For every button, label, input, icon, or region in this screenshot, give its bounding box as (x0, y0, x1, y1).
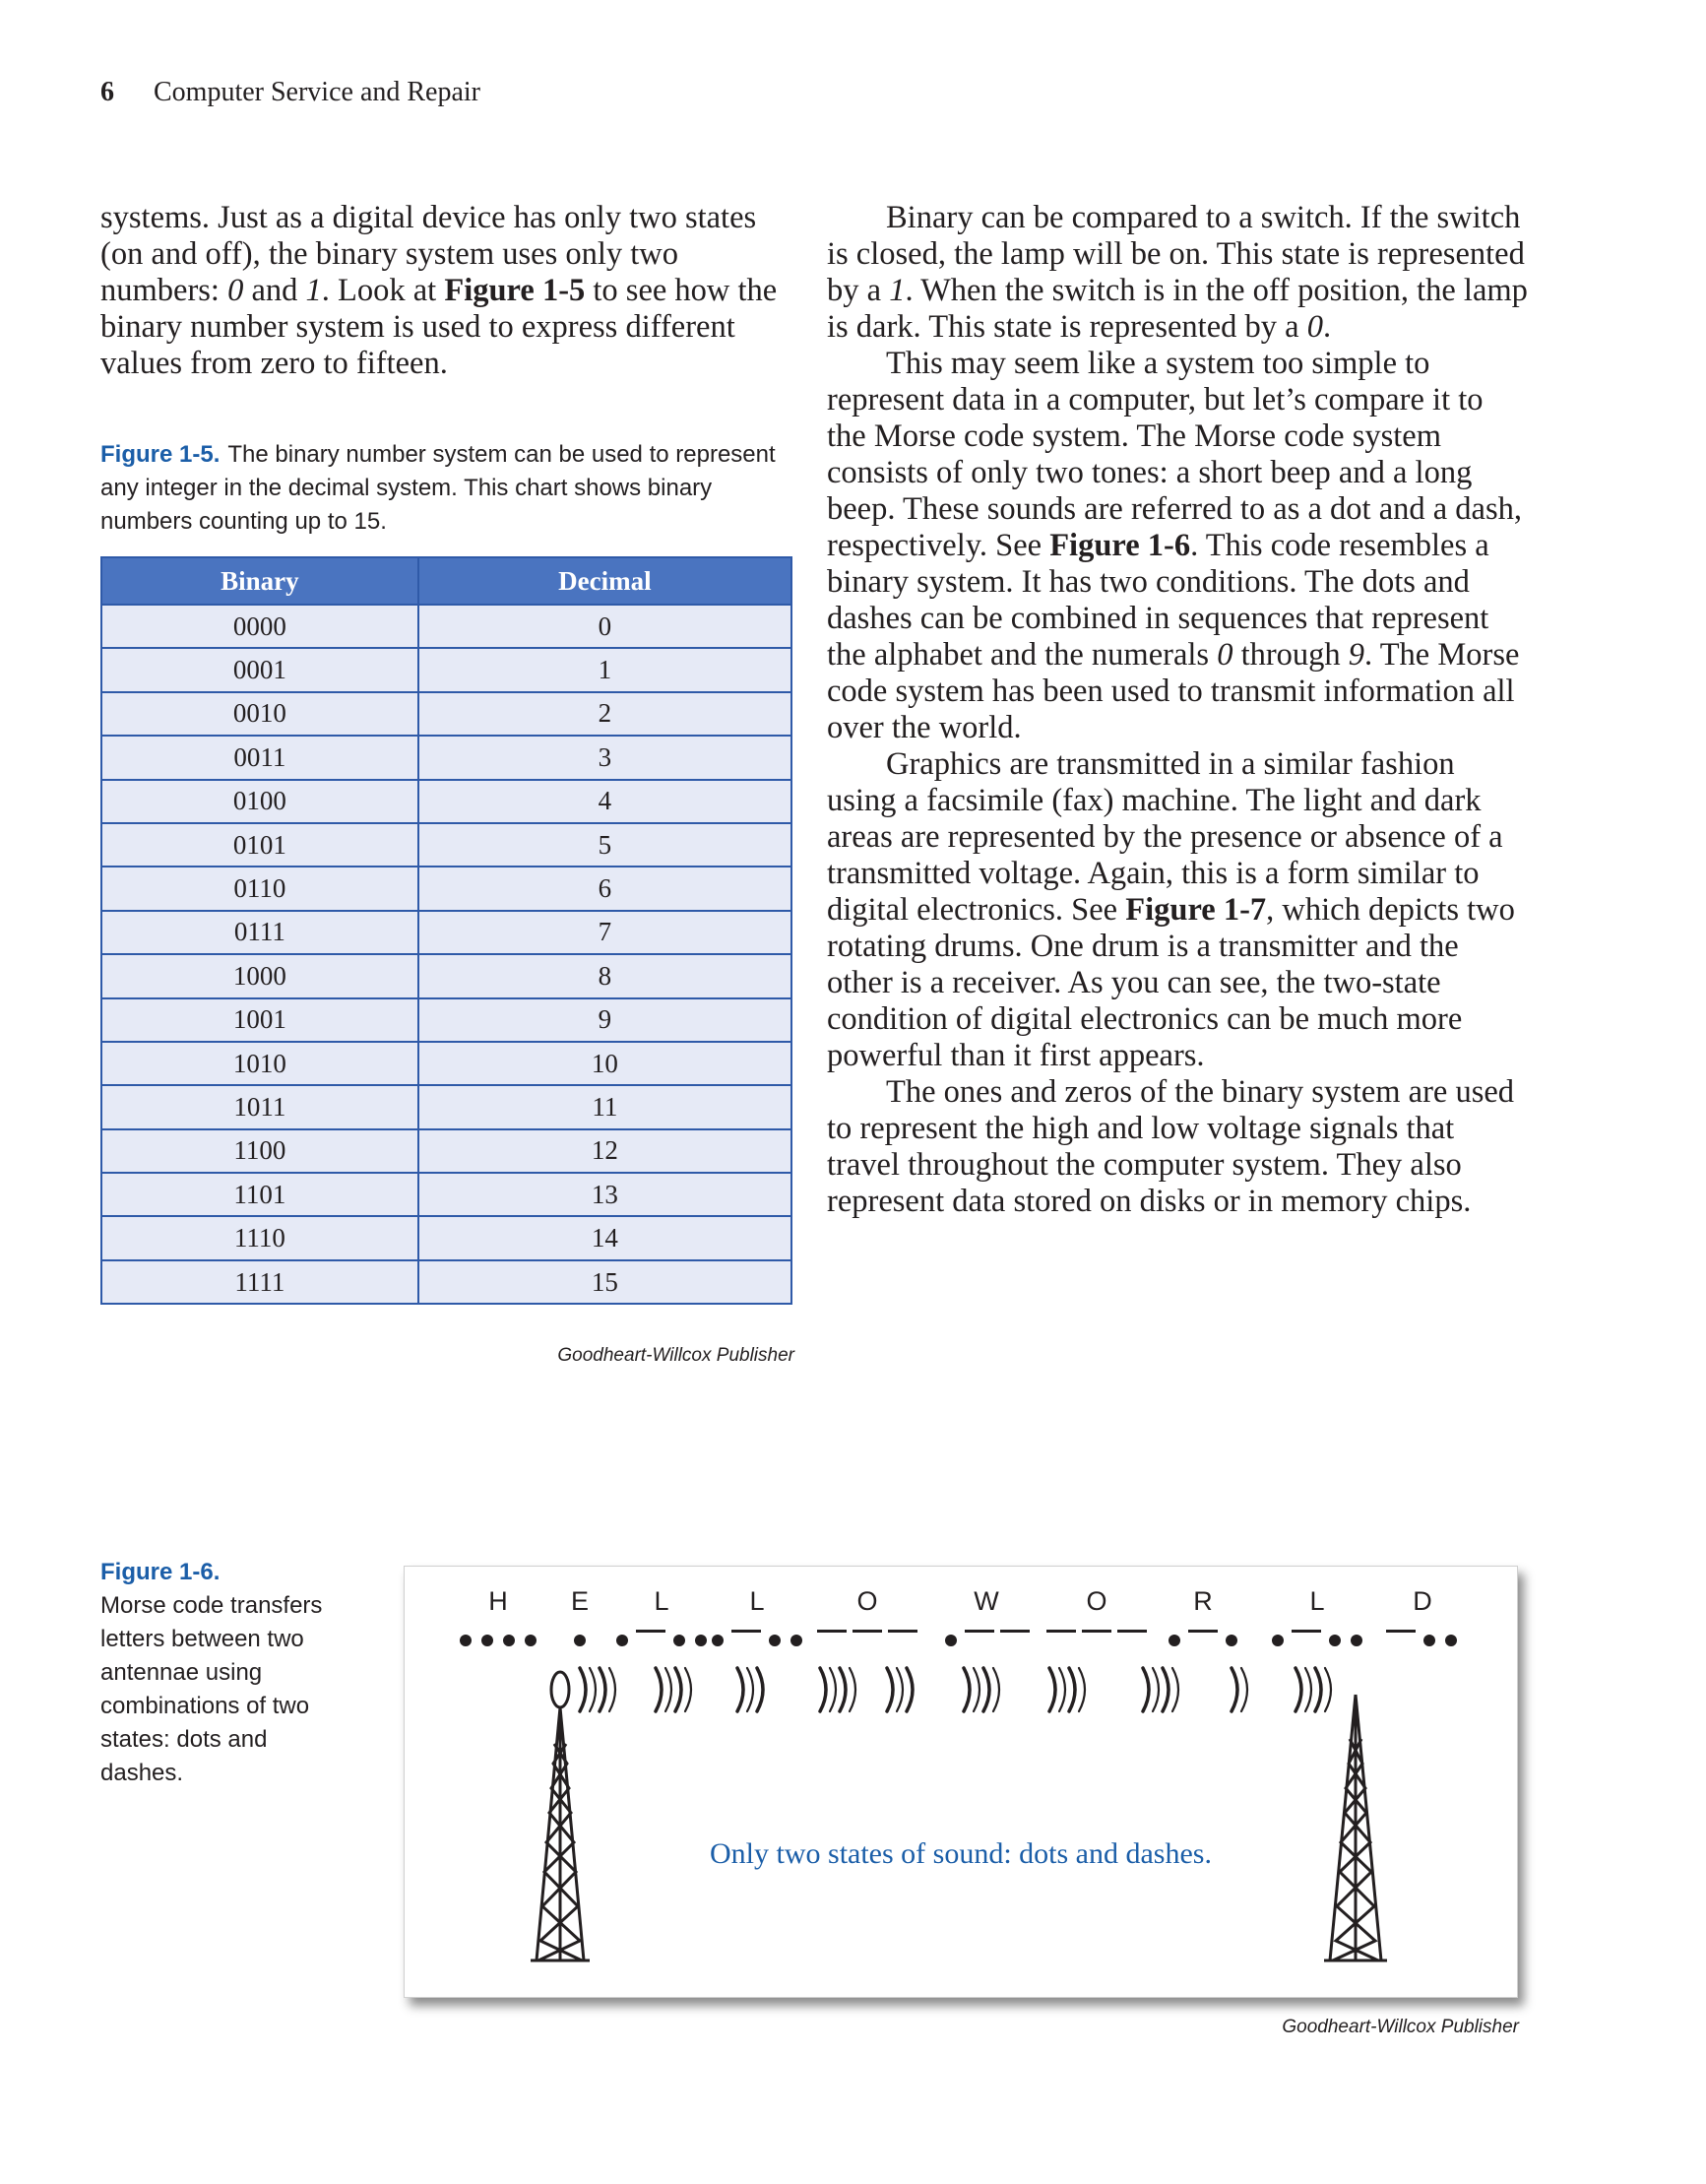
binary-cell: 0001 (101, 648, 418, 691)
morse-letter: O (856, 1586, 878, 1616)
table-row (101, 692, 791, 736)
table-row (101, 1085, 791, 1128)
morse-dash (1292, 1630, 1321, 1633)
morse-dot (574, 1635, 586, 1646)
morse-letter: L (1309, 1586, 1325, 1616)
morse-symbol-group (1169, 1630, 1237, 1646)
figure-label: Figure 1-6. (100, 1559, 221, 1585)
right-column (827, 200, 1528, 1220)
sound-wave-arc (1295, 1668, 1301, 1711)
sound-wave-arc (1059, 1668, 1065, 1711)
decimal-cell: 4 (418, 780, 791, 823)
morse-symbol-group (712, 1630, 802, 1646)
binary-cell: 1011 (101, 1085, 418, 1128)
sound-wave-arc (993, 1668, 999, 1711)
table-row (101, 823, 791, 867)
column-header-binary: Binary (101, 557, 418, 605)
sound-wave-arc (685, 1668, 691, 1711)
morse-letter: O (1086, 1586, 1107, 1616)
morse-letter: R (1193, 1586, 1213, 1616)
sound-wave-arc (747, 1668, 753, 1711)
morse-dash (1117, 1630, 1147, 1633)
morse-code-illustration (404, 1566, 1518, 1998)
text-run: , which depicts two rotating drums. One drum is a transmitter and the other is a receiver. As you can see, the two-state condition of digital electronics can be much more powerful than it first appears. (827, 892, 1515, 1073)
decimal-cell: 6 (418, 867, 791, 910)
table-row (101, 1129, 791, 1173)
decimal-cell: 2 (418, 692, 791, 736)
binary-cell: 0111 (101, 911, 418, 954)
figure-reference: Figure 1-5 (444, 273, 586, 308)
morse-dot (503, 1635, 515, 1646)
decimal-cell: 13 (418, 1173, 791, 1216)
morse-symbol-group (817, 1630, 917, 1633)
figure-1-5-credit: Goodheart-Willcox Publisher (557, 1345, 794, 1366)
morse-symbol-group (945, 1630, 1030, 1646)
sound-wave-arc (887, 1668, 893, 1711)
morse-dash (888, 1630, 917, 1633)
italic-run: 9 (1348, 637, 1365, 673)
sound-wave-arc (1172, 1668, 1178, 1711)
binary-cell: 1100 (101, 1129, 418, 1173)
table-row (101, 954, 791, 997)
decimal-cell: 8 (418, 954, 791, 997)
morse-dot (460, 1635, 472, 1646)
table-row (101, 911, 791, 954)
table-row (101, 605, 791, 648)
text-run: This may seem like a system too simple to represent data in a computer, but let’s compare it to the Morse code system. The Morse code system consists of only two tones: a short beep and a long beep. These sounds are referred to as a dot and a dash, respectively. See (827, 346, 1523, 563)
morse-symbol-group (616, 1630, 707, 1646)
morse-letter: W (974, 1586, 999, 1616)
caption-text: Morse code transfers letters between two antennae using combinations of two states: dots and dashes. (100, 1592, 323, 1786)
sound-wave-arc (1143, 1668, 1149, 1711)
italic-run: 0 (227, 273, 244, 308)
morse-dot (945, 1635, 957, 1646)
morse-dot (712, 1635, 724, 1646)
morse-dash (1082, 1630, 1111, 1633)
sound-wave-arc (907, 1668, 913, 1711)
morse-dash (1000, 1630, 1030, 1633)
page-number: 6 (100, 77, 114, 107)
morse-dot (616, 1635, 628, 1646)
table-row (101, 1260, 791, 1304)
morse-dot (769, 1635, 781, 1646)
morse-dash (1188, 1630, 1218, 1633)
decimal-cell: 11 (418, 1085, 791, 1128)
morse-letter: D (1413, 1586, 1432, 1616)
text-run: through (1232, 637, 1349, 673)
sound-wave-arc (830, 1668, 836, 1711)
morse-symbol-group (460, 1635, 537, 1646)
sound-wave-arc (1241, 1668, 1247, 1711)
sound-wave-arc (840, 1668, 846, 1711)
paragraph (827, 200, 1528, 346)
sound-wave-arc (609, 1668, 615, 1711)
binary-cell: 1010 (101, 1042, 418, 1085)
morse-dot (695, 1635, 707, 1646)
table-row (101, 867, 791, 910)
sound-wave-arc (820, 1668, 826, 1711)
text-run: to see how the binary number system is used to express different values from zero to fifteen. (100, 273, 778, 381)
paragraph (827, 346, 1528, 746)
sound-wave-arc (737, 1668, 743, 1711)
figure-label: Figure 1-5. (100, 441, 221, 468)
decimal-cell: 14 (418, 1216, 791, 1259)
morse-dot (1351, 1635, 1362, 1646)
sound-waves (580, 1668, 1331, 1711)
sound-wave-arc (656, 1668, 662, 1711)
binary-cell: 0000 (101, 605, 418, 648)
sound-wave-arc (1153, 1668, 1159, 1711)
decimal-cell: 5 (418, 823, 791, 867)
table-row (101, 1216, 791, 1259)
binary-cell: 1110 (101, 1216, 418, 1259)
figure-reference: Figure 1-6 (1049, 528, 1191, 563)
text-run: . (1322, 309, 1332, 345)
binary-cell: 0110 (101, 867, 418, 910)
morse-symbol-group (1386, 1630, 1457, 1646)
text-run: systems. Just as a digital device has only two states (on and off), the binary system uses only two numbers: (100, 200, 757, 308)
sound-wave-arc (665, 1668, 671, 1711)
table-row (101, 780, 791, 823)
morse-dot (525, 1635, 537, 1646)
sound-wave-arc (974, 1668, 979, 1711)
table-header-row (101, 557, 791, 605)
text-run: and (243, 273, 306, 308)
text-run: . This code resembles a binary system. It has two conditions. The dots and dashes can be combined in sequences that represent the alphabet and the numerals (827, 528, 1489, 673)
morse-dot (481, 1635, 493, 1646)
morse-letter: L (654, 1586, 669, 1616)
morse-dash (731, 1630, 761, 1633)
sound-wave-arc (897, 1668, 903, 1711)
text-run: . Look at (321, 273, 445, 308)
morse-letter: E (570, 1586, 590, 1616)
decimal-cell: 7 (418, 911, 791, 954)
sound-wave-arc (1079, 1668, 1085, 1711)
right-antenna-tower (1324, 1695, 1387, 1960)
decimal-cell: 12 (418, 1129, 791, 1173)
binary-cell: 1001 (101, 998, 418, 1042)
italic-run: 0 (1306, 309, 1323, 345)
binary-cell: 0010 (101, 692, 418, 736)
morse-dot (1226, 1635, 1237, 1646)
left-antenna-tower (531, 1672, 590, 1960)
binary-cell: 1111 (101, 1260, 418, 1304)
morse-dash (1386, 1630, 1416, 1633)
sound-wave-arc (1232, 1668, 1237, 1711)
text-run: . The Morse code system has been used to transmit information all over the world. (827, 637, 1520, 745)
text-run: Binary can be compared to a switch. If the switch is closed, the lamp will be on. This state is represented by a (827, 200, 1525, 308)
morse-dot (1445, 1635, 1457, 1646)
table-body (101, 605, 791, 1304)
morse-symbol-group (574, 1635, 586, 1646)
text-run: Graphics are transmitted in a similar fashion using a facsimile (fax) machine. The light and dark areas are represented by the presence or absence of a transmitted voltage. Again, this is a form similar to digital electronics. See (827, 746, 1503, 928)
morse-dot (1169, 1635, 1180, 1646)
figure-reference: Figure 1-7 (1125, 892, 1267, 928)
morse-dash (853, 1630, 882, 1633)
figure-1-5-caption (100, 438, 790, 539)
table-row (101, 1042, 791, 1085)
morse-dot (1329, 1635, 1341, 1646)
sound-wave-arc (1315, 1668, 1321, 1711)
sound-wave-arc (757, 1668, 763, 1711)
decimal-cell: 10 (418, 1042, 791, 1085)
binary-decimal-table (100, 556, 792, 1305)
morse-symbol-group (1046, 1630, 1147, 1633)
sound-wave-arc (600, 1668, 605, 1711)
binary-cell: 1101 (101, 1173, 418, 1216)
book-title: Computer Service and Repair (154, 77, 481, 107)
sound-wave-arc (1049, 1668, 1055, 1711)
paragraph (100, 200, 790, 382)
table-row (101, 736, 791, 779)
sound-wave-arc (964, 1668, 970, 1711)
decimal-cell: 3 (418, 736, 791, 779)
morse-dot (1423, 1635, 1435, 1646)
sound-wave-arc (1325, 1668, 1331, 1711)
sound-wave-arc (590, 1668, 596, 1711)
sound-wave-arc (983, 1668, 989, 1711)
paragraph (827, 746, 1528, 1074)
sound-wave-arc (580, 1668, 586, 1711)
sound-wave-arc (850, 1668, 855, 1711)
text-run: . When the switch is in the off position, the lamp is dark. This state is represented by a (827, 273, 1528, 345)
binary-cell: 0101 (101, 823, 418, 867)
sound-wave-arc (1069, 1668, 1075, 1711)
morse-dot (790, 1635, 802, 1646)
table-row (101, 998, 791, 1042)
decimal-cell: 1 (418, 648, 791, 691)
italic-run: 0 (1217, 637, 1233, 673)
decimal-cell: 0 (418, 605, 791, 648)
decimal-cell: 15 (418, 1260, 791, 1304)
table-row (101, 1173, 791, 1216)
morse-letter: H (488, 1586, 508, 1616)
figure-1-6-caption (100, 1556, 356, 1790)
sound-wave-arc (675, 1668, 681, 1711)
morse-dash (965, 1630, 994, 1633)
binary-cell: 1000 (101, 954, 418, 997)
paragraph: The ones and zeros of the binary system are used to represent the high and low voltage signals that travel throughout the computer system. They also represent data stored on disks or in memory chips. (827, 1074, 1515, 1219)
running-head (100, 77, 480, 108)
morse-symbols (460, 1630, 1457, 1646)
morse-symbol-group (1272, 1630, 1362, 1646)
morse-dash (817, 1630, 847, 1633)
morse-diagram-svg (405, 1567, 1517, 1997)
sound-wave-arc (1305, 1668, 1311, 1711)
morse-dot (1272, 1635, 1284, 1646)
morse-inner-caption: Only two states of sound: dots and dashes. (710, 1837, 1212, 1870)
morse-dash (1046, 1630, 1076, 1633)
table-row (101, 648, 791, 691)
figure-1-6-credit: Goodheart-Willcox Publisher (1282, 2017, 1519, 2037)
column-header-decimal: Decimal (418, 557, 791, 605)
morse-dot (673, 1635, 685, 1646)
binary-cell: 0011 (101, 736, 418, 779)
decimal-cell: 9 (418, 998, 791, 1042)
binary-cell: 0100 (101, 780, 418, 823)
left-column (100, 200, 790, 382)
italic-run: 1 (305, 273, 322, 308)
italic-run: 1 (889, 273, 906, 308)
sound-wave-arc (1163, 1668, 1169, 1711)
morse-dash (636, 1630, 665, 1633)
morse-letter: L (749, 1586, 765, 1616)
caption-text: The binary number system can be used to represent any integer in the decimal system. This chart shows binary numbers counting up to 15. (100, 441, 776, 535)
